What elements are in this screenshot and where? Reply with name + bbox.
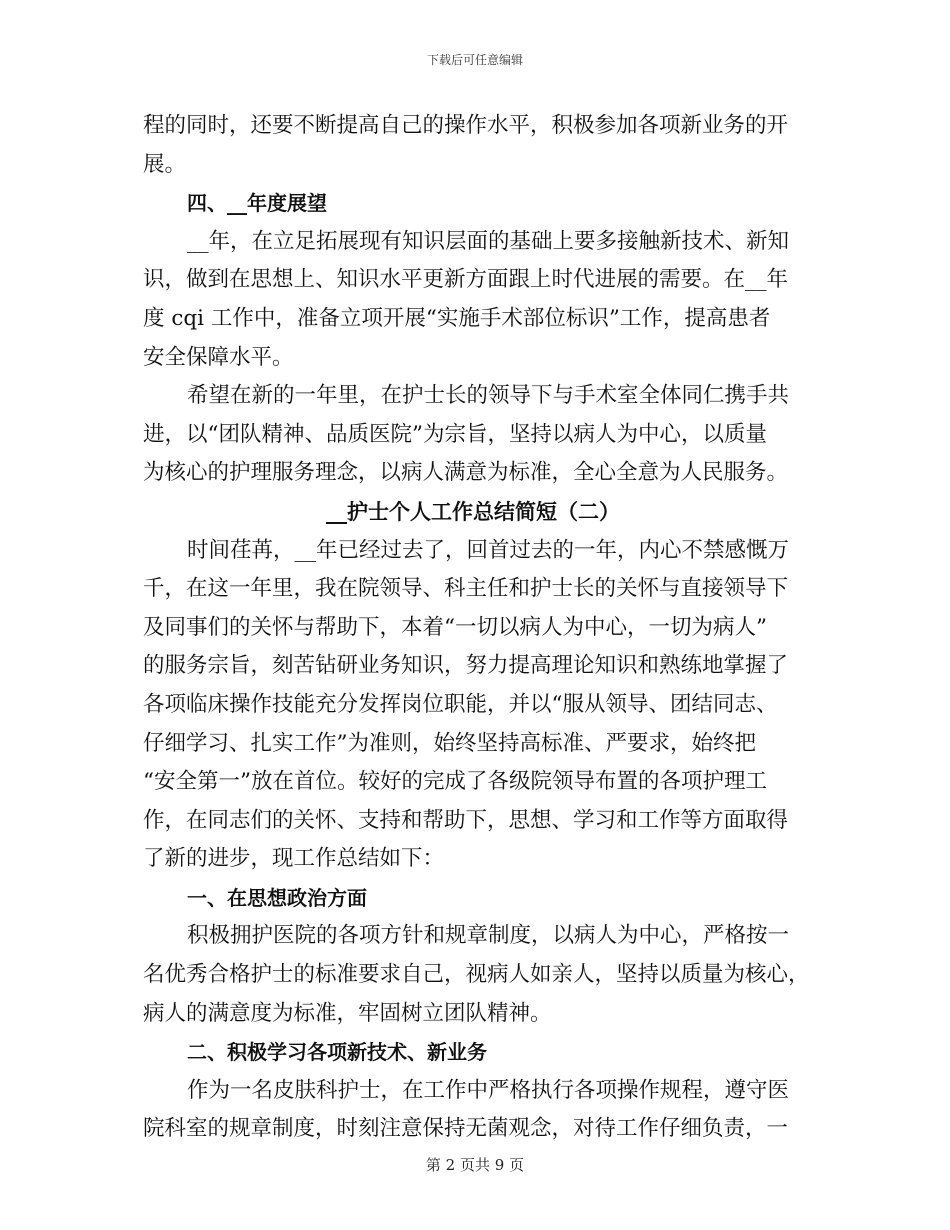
body-line: 程的同时，还要不断提高自己的操作水平，积极参加各项新业务的开	[143, 113, 789, 138]
body-line: 安全保障水平。	[143, 344, 294, 370]
body-line: __年，在立足拓展现有知识层面的基础上要多接触新技术、新知	[187, 228, 790, 254]
body-line: 千，在这一年里，我在院领导、科主任和护士长的关怀与直接领导下	[143, 576, 789, 602]
body-line: 作为一名皮肤科护士，在工作中严格执行各项操作规程，遵守医	[187, 1077, 790, 1103]
body-line: 各项临床操作技能充分发挥岗位职能，并以“服从领导、团结同志、	[143, 691, 778, 717]
body-line: “安全第一”放在首位。较好的完成了各级院领导布置的各项护理工	[143, 769, 767, 795]
body-line: 的服务宗旨，刻苦钻研业务知识，努力提高理论知识和熟练地掌握了	[143, 653, 789, 679]
body-line: 及同事们的关怀与帮助下，本着“一切以病人为中心，一切为病人”	[143, 614, 767, 640]
body-line: 为核心的护理服务理念，以病人满意为标准，全心全意为人民服务。	[143, 460, 789, 486]
document-body	[143, 107, 810, 1149]
section-heading: 二、积极学习各项新技术、新业务	[187, 1040, 487, 1065]
section-heading: 四、__年度展望	[187, 191, 327, 216]
body-line: 作，在同志们的关怀、支持和帮助下，思想、学习和工作等方面取得	[143, 807, 789, 833]
body-line: 展。	[143, 151, 187, 177]
section-heading: 一、在思想政治方面	[187, 885, 367, 910]
body-line: 识，做到在思想上、知识水平更新方面跟上时代进展的需要。在__年	[143, 267, 789, 293]
page-header: 下载后可任意编辑	[426, 53, 523, 67]
body-line: 度 cqi 工作中，准备立项开展“实施手术部位标识”工作，提高患者	[143, 305, 771, 331]
document-title: __护士个人工作总结简短（二）	[326, 499, 620, 524]
body-line: 时间荏苒，__年已经过去了，回首过去的一年，内心不禁感慨万	[187, 537, 790, 563]
body-line: 积极拥护医院的各项方针和规章制度，以病人为中心，严格按一	[187, 923, 790, 949]
body-line: 仔细学习、扎实工作”为准则，始终坚持高标准、严要求，始终把	[143, 730, 756, 756]
body-line: 希望在新的一年里，在护士长的领导下与手术室全体同仁携手共	[187, 383, 790, 409]
body-line: 名优秀合格护士的标准要求自己，视病人如亲人，坚持以质量为核心，	[143, 962, 810, 988]
body-line: 病人的满意度为标准，牢固树立团队精神。	[143, 1000, 552, 1026]
body-line: 了新的进步，现工作总结如下：	[143, 846, 445, 872]
page-number: 第 2 页共 9 页	[425, 1156, 525, 1174]
body-line: 院科室的规章制度，时刻注意保持无菌观念，对待工作仔细负责，一	[143, 1116, 789, 1142]
body-line: 进，以“团队精神、品质医院”为宗旨，坚持以病人为中心，以质量	[143, 421, 767, 447]
